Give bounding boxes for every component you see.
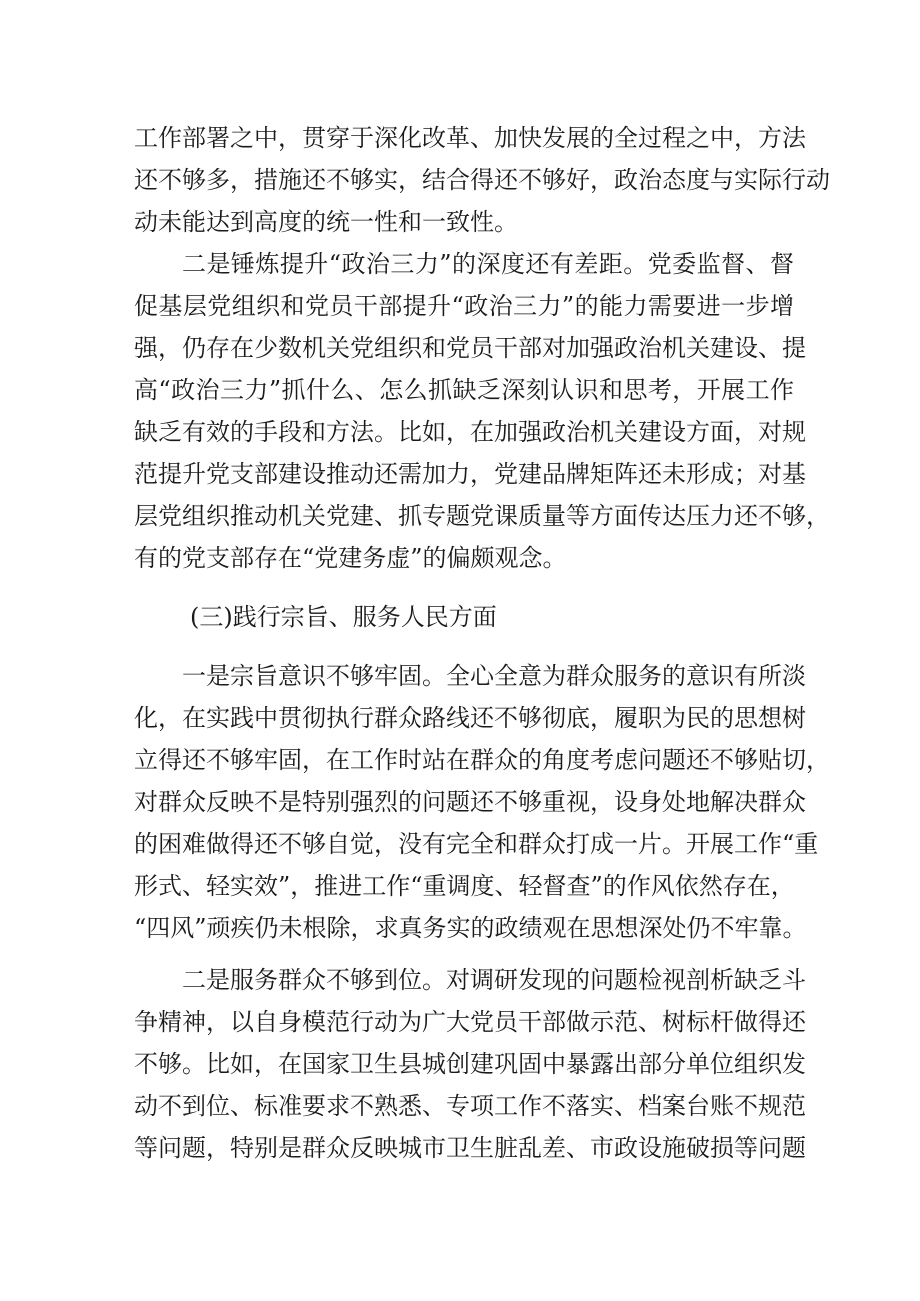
paragraph-start-line: 二是锤炼提升“政治三力”的深度还有差距。党委监督、督 xyxy=(182,250,794,278)
text-line: 强，仍存在少数机关党组织和党员干部对加强政治机关建设、提 xyxy=(134,334,806,362)
text-line: 层党组织推动机关党建、抓专题党课质量等方面传达压力还不够， xyxy=(134,502,830,530)
text-line: 动未能达到高度的统一性和一致性。 xyxy=(134,208,518,236)
text-line: 缺乏有效的手段和方法。比如，在加强政治机关建设方面，对规 xyxy=(134,418,806,446)
paragraph-start-line: 二是服务群众不够到位。对调研发现的问题检视剖析缺乏斗 xyxy=(182,966,806,994)
text-line: 的困难做得还不够自觉，没有完全和群众打成一片。开展工作“重 xyxy=(134,830,819,858)
section-heading: (三)践行宗旨、服务人民方面 xyxy=(190,603,497,631)
text-line: 还不够多，措施还不够实，结合得还不够好，政治态度与实际行动 xyxy=(134,166,830,194)
text-line: 等问题，特别是群众反映城市卫生脏乱差、市政设施破损等问题 xyxy=(134,1134,806,1162)
text-line: 争精神，以自身模范行动为广大党员干部做示范、树标杆做得还 xyxy=(134,1008,806,1036)
text-line: 动不到位、标准要求不熟悉、专项工作不落实、档案台账不规范 xyxy=(134,1092,806,1120)
text-line: 立得还不够牢固，在工作时站在群众的角度考虑问题还不够贴切， xyxy=(134,746,830,774)
text-line: 化，在实践中贯彻执行群众路线还不够彻底，履职为民的思想树 xyxy=(134,704,806,732)
text-line: “四风”顽疾仍未根除，求真务实的政绩观在思想深处仍不牢靠。 xyxy=(134,914,807,942)
text-line: 形式、轻实效”，推进工作“重调度、轻督查”的作风依然存在， xyxy=(134,872,795,900)
text-line: 范提升党支部建设推动还需加力，党建品牌矩阵还未形成；对基 xyxy=(134,460,806,488)
paragraph-start-line: 一是宗旨意识不够牢固。全心全意为群众服务的意识有所淡 xyxy=(182,662,806,690)
text-line: 对群众反映不是特别强烈的问题还不够重视，设身处地解决群众 xyxy=(134,788,806,816)
text-line: 促基层党组织和党员干部提升“政治三力”的能力需要进一步增 xyxy=(134,292,794,320)
text-line: 有的党支部存在“党建务虚”的偏颇观念。 xyxy=(134,544,567,572)
text-line: 不够。比如，在国家卫生县城创建巩固中暴露出部分单位组织发 xyxy=(134,1050,806,1078)
text-line: 工作部署之中，贯穿于深化改革、加快发展的全过程之中，方法 xyxy=(134,124,806,152)
text-line: 高“政治三力”抓什么、怎么抓缺乏深刻认识和思考，开展工作 xyxy=(134,376,794,404)
